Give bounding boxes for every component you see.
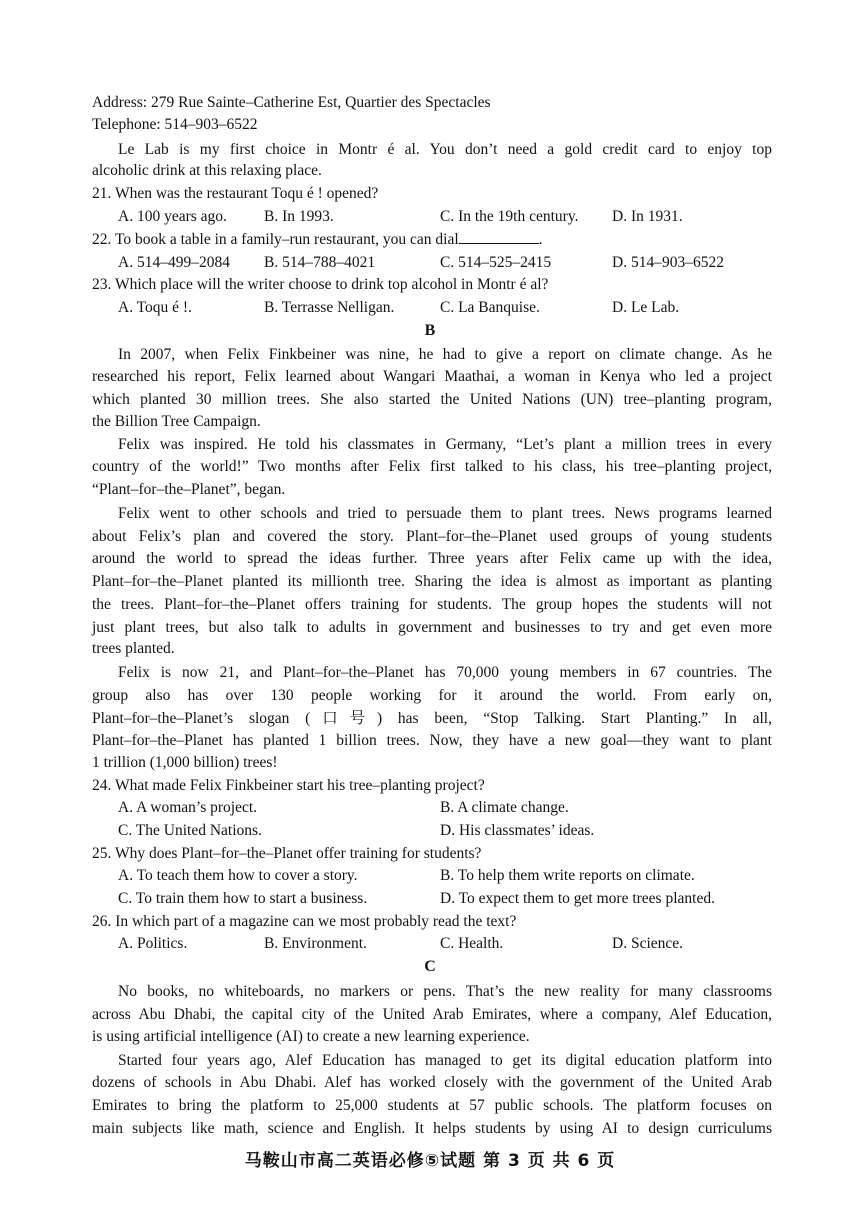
section-b-p2-line: Felix was inspired. He told his classmates in Germany, “Let’s plant a million trees in every <box>118 436 772 453</box>
section-c-p1-line: No books, no whiteboards, no markers or pens. That’s the new reality for many classrooms <box>118 983 772 1000</box>
q25-option-a: A. To teach them how to cover a story. <box>118 867 358 884</box>
section-b-p1-line: the Billion Tree Campaign. <box>92 413 261 430</box>
q22-option-a: A. 514–499–2084 <box>118 254 230 271</box>
q26-option-d: D. Science. <box>612 935 684 952</box>
q23-option-d: D. Le Lab. <box>612 299 680 316</box>
page-footer: 马鞍山市高二英语必修⑤试题 第 3 页 共 6 页 <box>244 1151 616 1171</box>
question-25: 25. Why does Plant–for–the–Planet offer training for students? <box>92 845 482 862</box>
q21-option-c: C. In the 19th century. <box>440 208 579 225</box>
q22-stem-end: . <box>538 231 543 248</box>
section-b-p3-line: Felix went to other schools and tried to persuade them to plant trees. News programs learned <box>118 505 772 522</box>
section-b-p1-line: researched his report, Felix learned about Wangari Maathai, a woman in Kenya who led a project <box>92 368 772 385</box>
q23-option-a: A. Toqu é !. <box>118 299 192 316</box>
section-b-p2-line: “Plant–for–the–Planet”, began. <box>92 481 286 498</box>
q22-option-d: D. 514–903–6522 <box>612 254 724 271</box>
q25-option-c: C. To train them how to start a business. <box>118 890 368 907</box>
section-b-p3-line: the trees. Plant–for–the–Planet offers training for students. The group hopes the students will not <box>92 596 772 613</box>
q21-option-b: B. In 1993. <box>264 208 334 225</box>
question-21: 21. When was the restaurant Toqu é ! opened? <box>92 185 379 202</box>
q24-option-c: C. The United Nations. <box>118 822 262 839</box>
section-b-heading: B <box>424 322 436 339</box>
q24-option-a: A. A woman’s project. <box>118 799 258 816</box>
section-b-p4-line: group also has over 130 people working for it around the world. From early on, <box>92 687 772 704</box>
answer-blank <box>459 229 539 244</box>
section-b-p3-line: Plant–for–the–Planet planted its millionth tree. Sharing the idea is almost as important as planting <box>92 573 772 590</box>
section-c-p2-line: dozens of schools in Abu Dhabi. Alef has worked closely with the government of the United Arab <box>92 1074 772 1091</box>
q21-option-a: A. 100 years ago. <box>118 208 227 225</box>
section-c-p1-line: is using artificial intelligence (AI) to create a new learning experience. <box>92 1028 530 1045</box>
lelab-text-1: Le Lab is my first choice in Montr é al. You don’t need a gold credit card to enjoy top <box>118 141 772 158</box>
section-b-p1-line: In 2007, when Felix Finkbeiner was nine, he had to give a report on climate change. As he <box>118 346 772 363</box>
q25-option-d: D. To expect them to get more trees planted. <box>440 890 715 907</box>
q26-option-b: B. Environment. <box>264 935 367 952</box>
q24-option-d: D. His classmates’ ideas. <box>440 822 595 839</box>
section-b-p3-line: around the world to spread the ideas further. Three years after Felix came up with the idea, <box>92 550 772 567</box>
section-b-p3-line: just plant trees, but also talk to adults in government and businesses to try and get even more <box>92 619 772 636</box>
lelab-text-2: alcoholic drink at this relaxing place. <box>92 162 322 179</box>
question-26: 26. In which part of a magazine can we most probably read the text? <box>92 913 517 930</box>
section-b-p4-line: 1 trillion (1,000 billion) trees! <box>92 754 278 771</box>
q22-option-c: C. 514–525–2415 <box>440 254 552 271</box>
section-b-p4-line: Plant–for–the–Planet’s slogan (口号) has been, “Stop Talking. Start Planting.” In all, <box>92 710 772 727</box>
section-b-p4-line: Plant–for–the–Planet has planted 1 billion trees. Now, they have a new goal—they want to plant <box>92 732 772 749</box>
q21-option-d: D. In 1931. <box>612 208 683 225</box>
question-24: 24. What made Felix Finkbeiner start his tree–planting project? <box>92 777 485 794</box>
section-c-p2-line: Emirates to bring the platform to 25,000 students at 57 public schools. The platform focuses on <box>92 1097 772 1114</box>
section-b-p4-line: Felix is now 21, and Plant–for–the–Planet has 70,000 young members in 67 countries. The <box>118 664 772 681</box>
question-23: 23. Which place will the writer choose to drink top alcohol in Montr é al? <box>92 276 549 293</box>
q26-option-c: C. Health. <box>440 935 504 952</box>
section-b-p3-line: trees planted. <box>92 640 175 657</box>
q22-option-b: B. 514–788–4021 <box>264 254 376 271</box>
section-c-p2-line: main subjects like math, science and English. It helps students by using AI to design curriculums <box>92 1120 772 1137</box>
address-line: Address: 279 Rue Sainte–Catherine Est, Quartier des Spectacles <box>92 94 491 111</box>
section-c-heading: C <box>424 958 436 975</box>
question-22 <box>92 229 772 250</box>
q24-option-b: B. A climate change. <box>440 799 569 816</box>
section-b-p1-line: which planted 30 million trees. She also started the United Nations (UN) tree–planting program, <box>92 391 772 408</box>
q23-option-c: C. La Banquise. <box>440 299 540 316</box>
q26-option-a: A. Politics. <box>118 935 188 952</box>
section-c-p1-line: across Abu Dhabi, the capital city of the United Arab Emirates, where a company, Alef Education, <box>92 1006 772 1023</box>
q23-option-b: B. Terrasse Nelligan. <box>264 299 395 316</box>
section-b-p3-line: about Felix’s plan and covered the story. Plant–for–the–Planet used groups of young students <box>92 528 772 545</box>
q22-stem: 22. To book a table in a family–run restaurant, you can dial <box>92 231 459 248</box>
section-b-p2-line: country of the world!” Two months after Felix first talked to his class, his tree–planting project, <box>92 458 772 475</box>
telephone-line: Telephone: 514–903–6522 <box>92 116 258 133</box>
section-c-p2-line: Started four years ago, Alef Education has managed to get its digital education platform into <box>118 1052 772 1069</box>
q25-option-b: B. To help them write reports on climate. <box>440 867 695 884</box>
